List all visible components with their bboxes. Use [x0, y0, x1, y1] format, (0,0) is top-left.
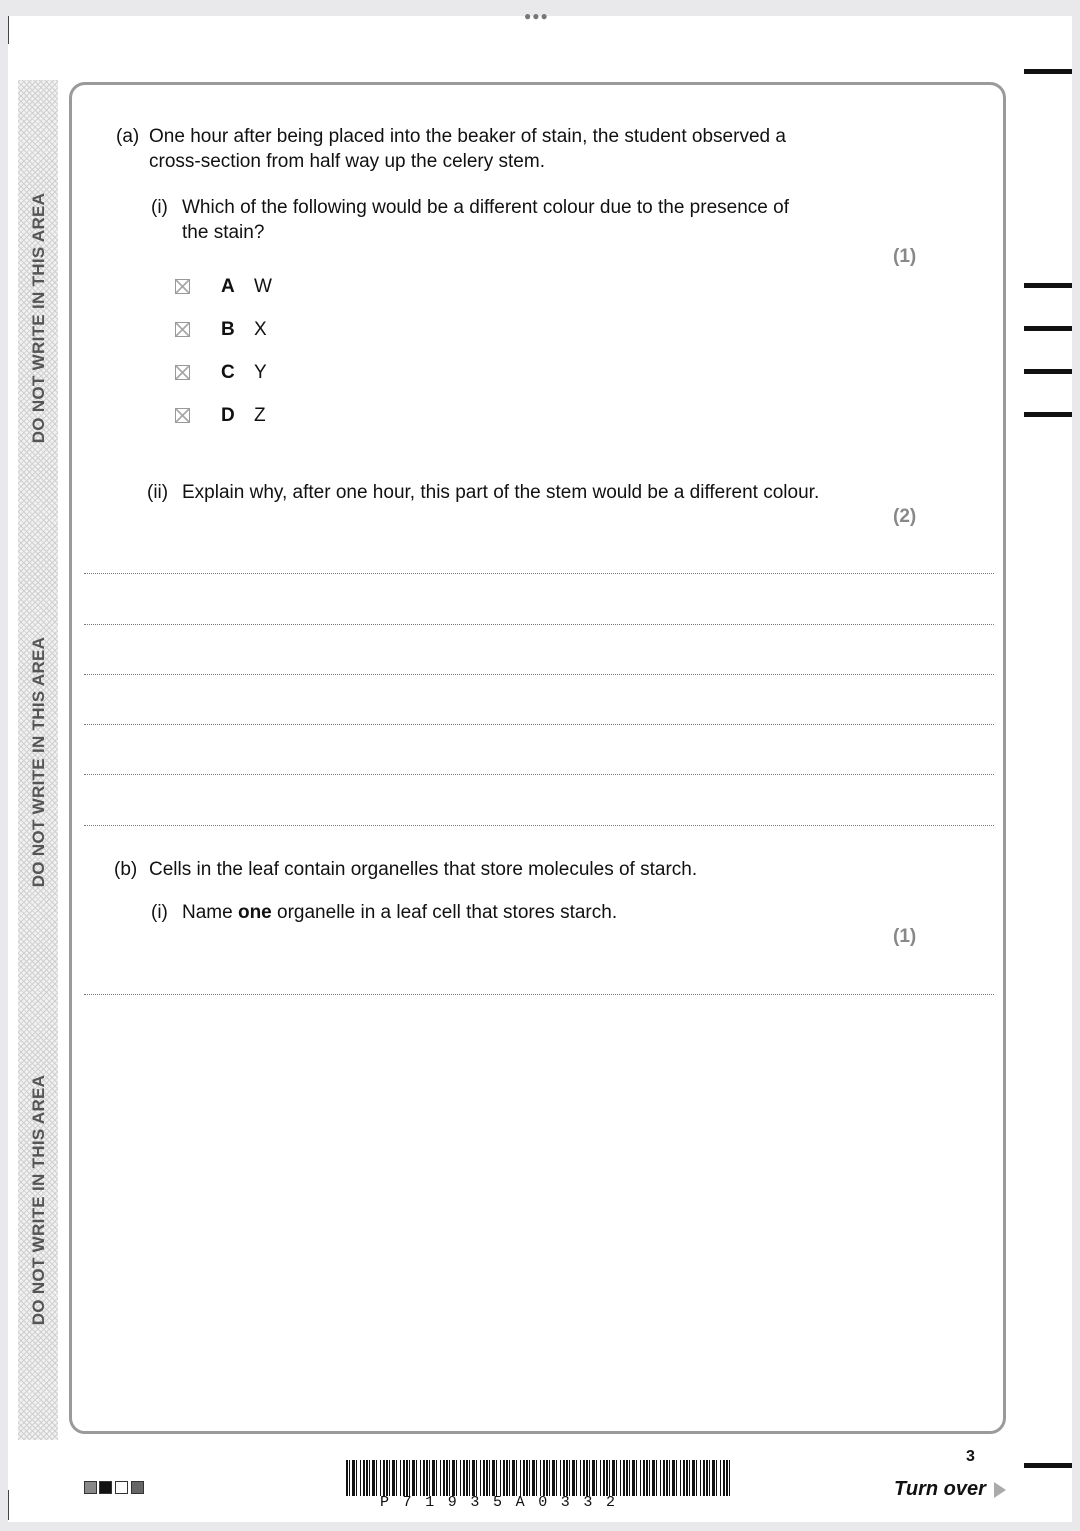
marks-label: (1) — [893, 926, 917, 947]
footer-square — [99, 1481, 112, 1494]
barcode-text: P71935A0332 — [380, 1494, 629, 1511]
marks-label: (2) — [893, 506, 917, 527]
answer-line[interactable] — [84, 573, 994, 574]
question-a-ii-text: Explain why, after one hour, this part of the stem would be a different colour. — [182, 482, 820, 503]
answer-line[interactable] — [84, 724, 994, 725]
answer-line[interactable] — [84, 774, 994, 775]
question-b-i-label: (i) — [151, 902, 168, 923]
answer-line[interactable] — [84, 624, 994, 625]
more-options-icon[interactable]: ●●● — [524, 9, 549, 23]
answer-checkbox-c[interactable] — [175, 365, 190, 380]
answer-checkbox-d[interactable] — [175, 408, 190, 423]
question-frame — [69, 82, 1006, 1434]
question-a-i-text: the stain? — [182, 222, 265, 243]
registration-mark — [1024, 283, 1072, 288]
question-b-i-text: Name one organelle in a leaf cell that stores starch. — [182, 902, 618, 923]
part-a-stem: One hour after being placed into the beaker of stain, the student observed a — [149, 126, 786, 147]
barcode — [346, 1460, 732, 1496]
option-letter: C — [221, 362, 235, 383]
option-letter: B — [221, 319, 235, 340]
option-text: X — [254, 319, 267, 340]
option-letter: A — [221, 276, 235, 297]
arrow-right-icon — [994, 1482, 1006, 1498]
turn-over-label: Turn over — [894, 1478, 986, 1500]
registration-mark — [1024, 1463, 1072, 1468]
footer-square — [115, 1481, 128, 1494]
part-b-label: (b) — [114, 859, 138, 880]
answer-checkbox-a[interactable] — [175, 279, 190, 294]
registration-mark — [1024, 326, 1072, 331]
part-a-stem: cross-section from half way up the celery stem. — [149, 151, 545, 172]
crop-mark — [8, 1490, 9, 1520]
answer-checkbox-b[interactable] — [175, 322, 190, 337]
part-a-label: (a) — [116, 126, 140, 147]
question-a-i-text: Which of the following would be a different colour due to the presence of — [182, 197, 789, 218]
crop-mark — [8, 16, 9, 44]
answer-line[interactable] — [84, 825, 994, 826]
registration-mark — [1024, 412, 1072, 417]
option-letter: D — [221, 405, 235, 426]
option-text: W — [254, 276, 272, 297]
answer-line[interactable] — [84, 674, 994, 675]
question-a-i-label: (i) — [151, 197, 168, 218]
question-a-ii-label: (ii) — [147, 482, 169, 503]
marks-label: (1) — [893, 246, 917, 267]
registration-mark — [1024, 69, 1072, 74]
part-b-stem: Cells in the leaf contain organelles that store molecules of starch. — [149, 859, 698, 880]
registration-mark — [1024, 369, 1072, 374]
answer-line[interactable] — [84, 994, 994, 995]
option-text: Y — [254, 362, 267, 383]
footer-square — [84, 1481, 97, 1494]
page-number: 3 — [966, 1448, 975, 1465]
footer-square — [131, 1481, 144, 1494]
option-text: Z — [254, 405, 266, 426]
